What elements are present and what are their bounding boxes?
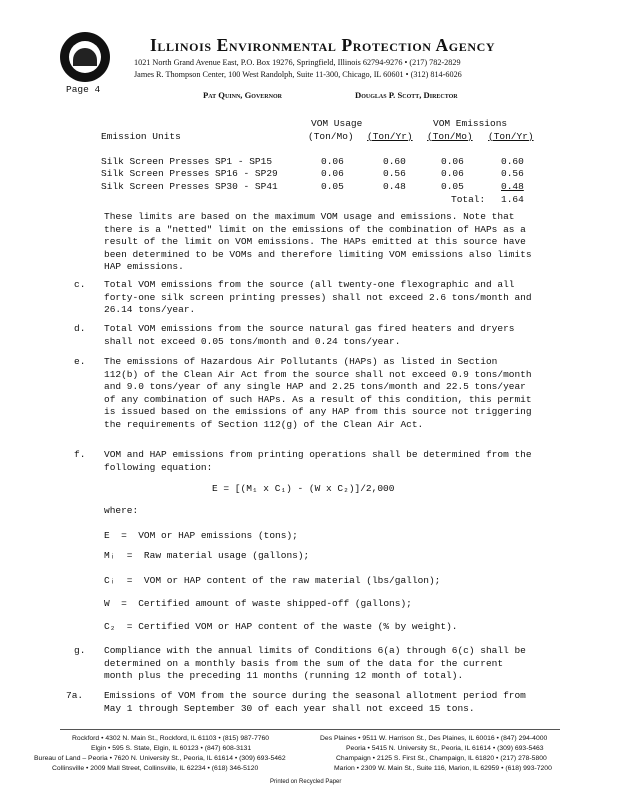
footer-office-right: Marion • 2309 W. Main St., Suite 116, Marion, IL 62959 • (618) 993-7200 <box>334 765 552 772</box>
definition-item: E = VOM or HAP emissions (tons); <box>104 530 298 541</box>
row-usage-yr: 0.56 <box>383 168 406 180</box>
col-header-em-mo: (Ton/Mo) <box>427 130 473 142</box>
row-usage-mo: 0.06 <box>321 155 344 167</box>
emissions-table <box>101 118 534 206</box>
definition-symbol: E <box>104 530 110 541</box>
row-em-yr: 0.60 <box>501 155 524 167</box>
group-header-vom-emissions: VOM Emissions <box>433 118 508 129</box>
footer-office-right: Champaign • 2125 S. First St., Champaign, IL 61820 • (217) 278-5800 <box>336 755 547 762</box>
footer-office-left: Bureau of Land – Peoria • 7620 N. University St., Peoria, IL 61614 • (309) 693-5462 <box>34 755 286 762</box>
item-e-label: e. <box>74 356 86 367</box>
address-springfield: 1021 North Grand Avenue East, P.O. Box 19276, Springfield, Illinois 62794-9276 • (217) 782-2829 <box>134 58 461 67</box>
definition-symbol: Cᵢ <box>104 575 116 586</box>
col-header-units: Emission Units <box>101 130 181 142</box>
intro-paragraph: These limits are based on the maximum VOM usage and emissions. Note that there is a "netted" limit on the emissions of the combination of HAPs as a result of the limit on VOM emissions. The HAPs emitted at this source have been determined to be VOMs and therefore limiting VOM emissions also limits HAP emissions. <box>104 211 532 273</box>
definition-text: VOM or HAP emissions (tons); <box>138 530 298 541</box>
page-number: Page 4 <box>66 84 101 95</box>
item-c-text: Total VOM emissions from the source (all twenty-one flexographic and all forty-one silk screen printing presses) shall not exceed 2.6 tons/month and 26.14 tons/year. <box>104 279 532 316</box>
row-usage-yr: 0.48 <box>383 180 406 192</box>
agency-seal <box>60 32 110 82</box>
item-f-text: VOM and HAP emissions from printing operations shall be determined from the following equation: <box>104 449 532 473</box>
definition-text: Certified VOM or HAP content of the waste (% by weight). <box>138 621 458 632</box>
row-usage-mo: 0.05 <box>321 180 344 192</box>
footer-office-left: Collinsville • 2009 Mall Street, Collinsville, IL 62234 • (618) 346-5120 <box>52 765 259 772</box>
row-usage-yr: 0.60 <box>383 155 406 167</box>
item-c-label: c. <box>74 279 86 290</box>
table-row <box>101 156 531 169</box>
row-unit: Silk Screen Presses SP16 - SP29 <box>101 168 278 180</box>
row-unit: Silk Screen Presses SP1 - SP15 <box>101 155 273 167</box>
definition-symbol: W <box>104 598 110 609</box>
col-header-usage-mo: (Ton/Mo) <box>308 130 354 142</box>
definition-symbol: C₂ <box>104 621 116 632</box>
row-usage-mo: 0.06 <box>321 168 344 180</box>
item-d-label: d. <box>74 323 86 334</box>
row-em-mo: 0.06 <box>441 155 464 167</box>
definition-item: Cᵢ = VOM or HAP content of the raw material (lbs/gallon); <box>104 575 441 586</box>
total-label: Total: <box>451 193 486 205</box>
footer-office-right: Des Plaines • 9511 W. Harrison St., Des Plaines, IL 60016 • (847) 294-4000 <box>320 735 548 742</box>
recycled-paper-note: Printed on Recycled Paper <box>270 779 342 785</box>
item-7a-label: 7a. <box>66 690 84 701</box>
footer-office-right: Peoria • 5415 N. University St., Peoria, IL 61614 • (309) 693-5463 <box>346 745 544 752</box>
row-unit: Silk Screen Presses SP30 - SP41 <box>101 180 278 192</box>
definition-item: Mᵢ = Raw material usage (gallons); <box>104 550 310 561</box>
definition-text: Raw material usage (gallons); <box>143 550 310 561</box>
definition-text: VOM or HAP content of the raw material (lbs/gallon); <box>143 575 441 586</box>
definition-symbol: Mᵢ <box>104 550 116 561</box>
definition-item: W = Certified amount of waste shipped-off (gallons); <box>104 598 412 609</box>
item-g-text: Compliance with the annual limits of Conditions 6(a) through 6(c) shall be determined on a monthly basis from the sum of the data for the current month plus the preceding 11 months (running 12 month of total). <box>104 645 526 682</box>
item-7a-text: Emissions of VOM from the source during the seasonal allotment period from May 1 through September 30 of each year shall not exceed 15 tons. <box>104 690 526 714</box>
total-value: 1.64 <box>501 193 524 205</box>
col-header-em-yr: (Ton/Yr) <box>488 130 534 142</box>
table-row <box>101 181 531 194</box>
col-header-usage-yr: (Ton/Yr) <box>367 130 413 142</box>
address-chicago: James R. Thompson Center, 100 West Randolph, Suite 11-300, Chicago, IL 60601 • (312) 814-6026 <box>134 70 462 79</box>
row-em-mo: 0.05 <box>441 180 464 192</box>
item-f-label: f. <box>74 449 86 460</box>
definition-item: C₂ = Certified VOM or HAP content of the waste (% by weight). <box>104 621 458 632</box>
footer-office-left: Rockford • 4302 N. Main St., Rockford, IL 61103 • (815) 987-7760 <box>72 735 270 742</box>
item-g-label: g. <box>74 645 86 656</box>
seal-capitol-dome <box>73 48 97 66</box>
governor-name: Pat Quinn, Governor <box>203 90 282 100</box>
definition-text: Certified amount of waste shipped-off (gallons); <box>138 598 412 609</box>
table-row <box>101 168 531 181</box>
footer-office-left: Elgin • 595 S. State, Elgin, IL 60123 • (847) 608-3131 <box>91 745 252 752</box>
footer-divider <box>60 729 560 730</box>
group-header-vom-usage: VOM Usage <box>311 118 363 129</box>
where-label: where: <box>104 505 139 516</box>
item-e-text: The emissions of Hazardous Air Pollutants (HAPs) as listed in Section 112(b) of the Clean Air Act from the source shall not exceed 0.9 tons/month and 9.0 tons/year of any single HAP and 2.25 tons/month and 22.5 tons/year of any combination of such HAPs. As a result of this condition, this permit is issued based on the emissions of any HAP from this source not triggering the requirements of Section 112(g) of the Clean Air Act. <box>104 356 532 430</box>
row-em-yr: 0.48 <box>501 180 524 192</box>
row-em-mo: 0.06 <box>441 168 464 180</box>
item-d-text: Total VOM emissions from the source natural gas fired heaters and dryers shall not exceed 0.05 tons/month and 0.24 tons/year. <box>104 323 515 347</box>
emission-equation: E = [(M₁ x C₁) - (W x C₂)]/2,000 <box>212 483 395 494</box>
director-name: Douglas P. Scott, Director <box>355 90 458 100</box>
row-em-yr: 0.56 <box>501 168 524 180</box>
agency-name: Illinois Environmental Protection Agency <box>150 35 496 55</box>
